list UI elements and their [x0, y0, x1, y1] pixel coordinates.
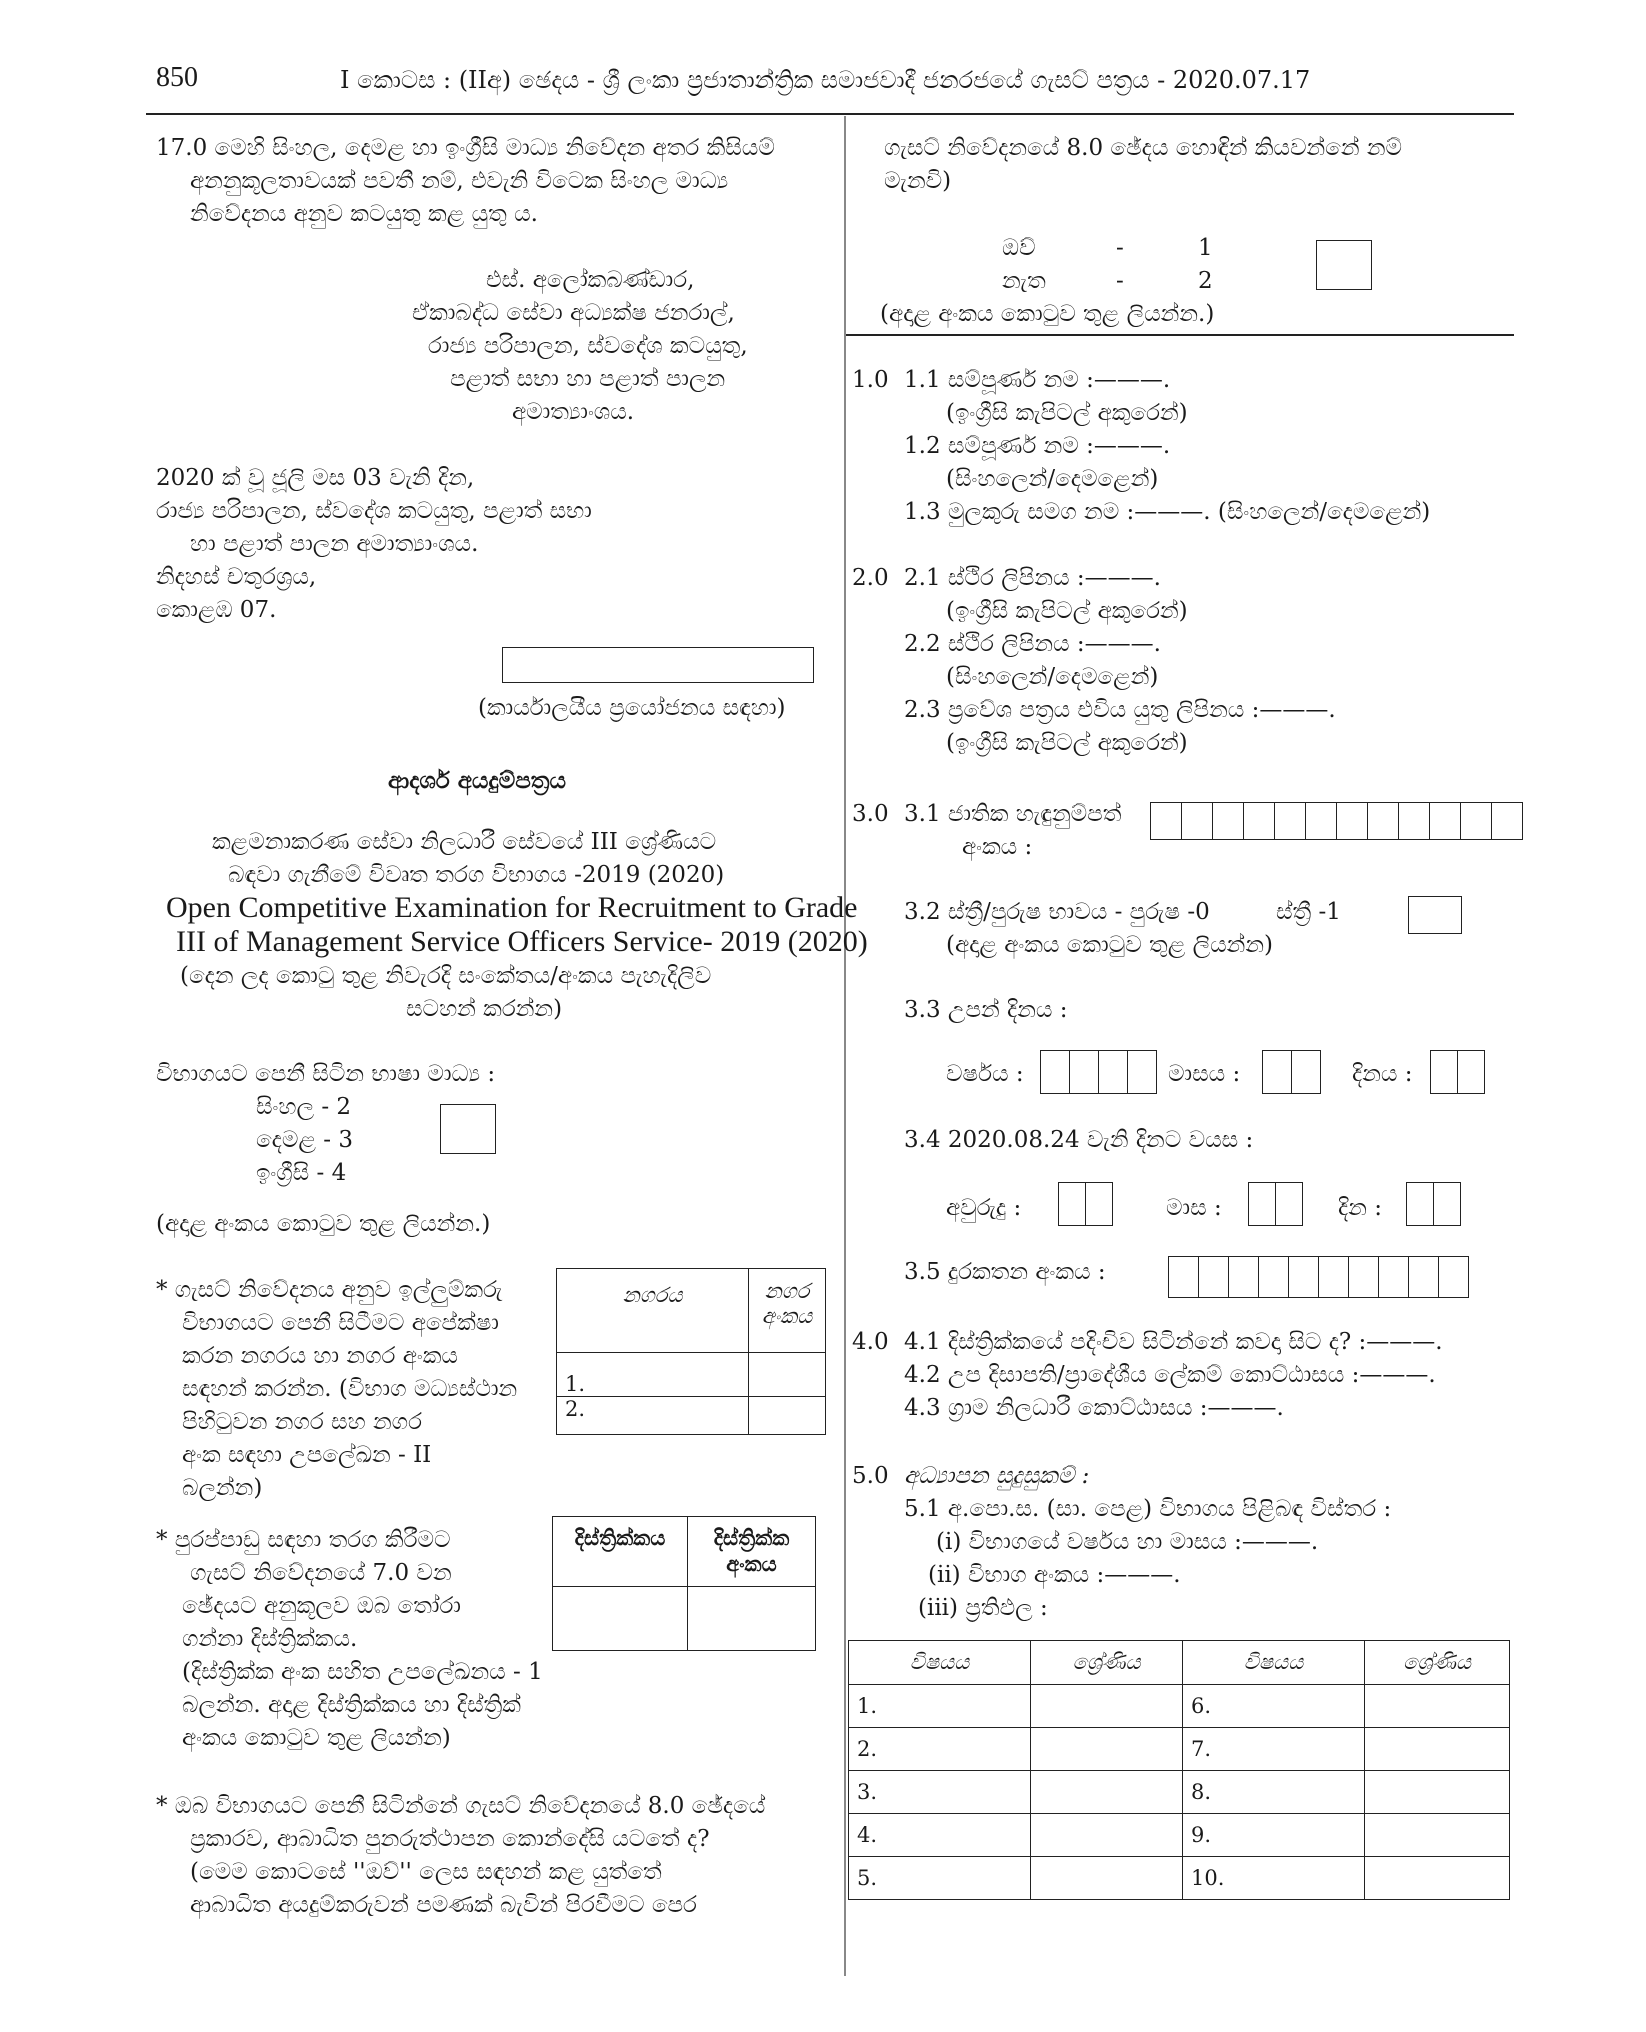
result-row-2[interactable]: 2.: [849, 1728, 1031, 1771]
district-q-line5: (දිස්ත්‍රික්ක අංක සහිත උපලේඛනය - 1: [182, 1659, 543, 1685]
exam-title-en-line1: Open Competitive Examination for Recruitment to Grade: [166, 891, 858, 924]
s4-divisional-secretariat: 4.2 උප දිසාපති/ප්‍රාදේශීය ලේකම් කොට්ඨාසය :———.: [904, 1362, 1436, 1388]
no-label: නැත: [1002, 268, 1046, 294]
city-no-header: නගර අංකය: [749, 1269, 826, 1353]
grade-cell-9[interactable]: [1365, 1814, 1510, 1857]
grade-cell-10[interactable]: [1365, 1857, 1510, 1900]
yes-dash: -: [1116, 235, 1124, 261]
grade-cell-2[interactable]: [1031, 1728, 1183, 1771]
nic-boxes[interactable]: [1150, 802, 1523, 840]
age-months-boxes[interactable]: [1248, 1182, 1303, 1226]
district-q-line1: * පුරප්පාඩු සඳහා තරග කිරීමට: [156, 1527, 451, 1553]
s5-title: අධ්‍යාපන සුදුසුකම් :: [904, 1463, 1090, 1489]
city-table: [556, 1268, 826, 1435]
s3-age: 3.4 2020.08.24 වැනි දිනට වයස :: [904, 1127, 1254, 1153]
s3-gender-note: (අදාළ අංකය කොටුව තුළ ලියන්න): [946, 932, 1273, 958]
result-row-5[interactable]: 5.: [849, 1857, 1031, 1900]
no-dash: -: [1116, 268, 1124, 294]
district-q-line3: ඡේදයට අනුකූලව ඔබ තෝරා: [182, 1593, 461, 1619]
right-section-rule: [846, 334, 1514, 336]
disabled-q-line3: (මෙම කොටසේ ''ඔව්'' ලෙස සඳහන් කළ යුත්තේ: [190, 1859, 662, 1885]
district-q-line6: බලන්න. අදාළ දිස්ත්‍රික්කය හා දිස්ත්‍රික්: [182, 1692, 521, 1718]
s4-residence: 4.1 දිස්ත්‍රික්කයේ පදිංචිව සිටින්නේ කවදා සිට ද? :———.: [904, 1329, 1443, 1355]
disabled-cont-line2: මැනවි): [884, 168, 952, 194]
city-q-line2: විභාගයට පෙනී සිටීමට අපේක්ෂා: [182, 1310, 499, 1336]
gender-box[interactable]: [1408, 896, 1462, 934]
medium-question: විභාගයට පෙනී සිටින භාෂා මාධ්‍ය :: [156, 1061, 496, 1087]
s2-address-si: 2.2 ස්ථිර ලිපිනය :———.: [904, 631, 1161, 657]
yes-label: ඔව්: [1002, 235, 1036, 261]
disabled-write-note: (අදාළ අංකය කොටුව තුළ ලියන්න.): [880, 301, 1215, 327]
address-line3: හා පළාත් පාලන අමාත්‍යාංශය.: [190, 531, 479, 557]
signature-line3: රාජ්‍ය පරිපාලන, ස්වදේශ කටයුතු,: [428, 333, 748, 359]
s2-admission-address-note: (ඉංග්‍රීසි කැපිටල් අකුරෙන්): [946, 730, 1188, 756]
address-line1: 2020 ක් වූ ජූලි මස 03 වැනි දින,: [156, 465, 475, 491]
s3-phone: 3.5 දුරකතන අංකය :: [904, 1259, 1106, 1285]
s1-full-name-en-note: (ඉංග්‍රීසි කැපිටල් අකුරෙන්): [946, 400, 1188, 426]
s3-number: 3.0: [852, 801, 889, 827]
grade-cell-7[interactable]: [1365, 1728, 1510, 1771]
result-row-9[interactable]: 9.: [1183, 1814, 1365, 1857]
disabled-q-line4: ආබාධිත අයදුම්කරුවන් පමණක් බැවින් පිරවීමට පෙර: [190, 1892, 697, 1918]
s5-ol-details: 5.1 අ.පො.ස. (සා. පෙළ) විභාගය පිළිබඳ විස්තර :: [904, 1496, 1392, 1522]
header-rule: [146, 113, 1514, 115]
s3-gender-female: ස්ත්‍රී -1: [1276, 899, 1341, 925]
grade-header-1: ශ්‍රේණිය: [1031, 1641, 1183, 1685]
district-q-line7: අංකය කොටුව තුළ ලියන්න): [182, 1725, 451, 1751]
s2-address-si-note: (සිංහලෙන්/දෙමළෙන්): [946, 664, 1159, 690]
s3-nic-label2: අංකය :: [962, 834, 1033, 860]
city-row-2[interactable]: 2.: [557, 1397, 749, 1435]
dob-month-label: මාසය :: [1168, 1061, 1241, 1087]
grade-cell-6[interactable]: [1365, 1685, 1510, 1728]
medium-english: ඉංග්‍රීසි - 4: [256, 1160, 347, 1186]
city-q-line5: පිහිටුවන නගර සහ නගර: [182, 1409, 423, 1435]
district-header: දිස්ත්‍රික්කය: [553, 1517, 688, 1587]
s1-number: 1.0: [852, 367, 889, 393]
dob-year-label: වර්ෂය :: [946, 1061, 1024, 1087]
grade-cell-5[interactable]: [1031, 1857, 1183, 1900]
s5-exam-number: (ii) විභාග අංකය :———.: [928, 1562, 1181, 1588]
district-q-line2: ගැසට් නිවේදනයේ 7.0 වන: [190, 1560, 452, 1586]
age-months-label: මාස :: [1166, 1195, 1222, 1221]
address-line4: නිදහස් චතුරශ්‍රය,: [156, 564, 317, 590]
grade-header-2: ශ්‍රේණිය: [1365, 1641, 1510, 1685]
result-row-7[interactable]: 7.: [1183, 1728, 1365, 1771]
result-row-8[interactable]: 8.: [1183, 1771, 1365, 1814]
city-q-line3: කරන නගරය හා නගර අංකය: [182, 1343, 458, 1369]
s2-address-en: 2.1 ස්ථිර ලිපිනය :———.: [904, 565, 1161, 591]
city-header: නගරය: [557, 1269, 749, 1353]
dob-month-boxes[interactable]: [1262, 1050, 1321, 1094]
phone-boxes[interactable]: [1168, 1256, 1469, 1298]
city-q-line7: බලන්න): [182, 1475, 263, 1501]
instruction-line2: සටහන් කරන්න): [406, 996, 563, 1022]
city-q-line6: අංක සඳහා උපලේඛන - II: [182, 1442, 432, 1468]
s3-dob: 3.3 උපන් දිනය :: [904, 997, 1068, 1023]
s4-number: 4.0: [852, 1329, 889, 1355]
yes-value: 1: [1198, 235, 1213, 261]
s1-initials-name: 1.3 මුලකුරු සමග නම :———. (සිංහලෙන්/දෙමළෙන්): [904, 499, 1431, 525]
city-q-line1: * ගැසට් නිවේදනය අනුව ඉල්ලුම්කරු: [156, 1277, 503, 1303]
medium-box[interactable]: [440, 1104, 496, 1154]
medium-write-note: (අදාළ අංකය කොටුව තුළ ලියන්න.): [156, 1211, 491, 1237]
medium-sinhala: සිංහල - 2: [256, 1094, 352, 1120]
s1-full-name-si: 1.2 සම්පූර්ණ නම :———.: [904, 433, 1171, 459]
dob-day-boxes[interactable]: [1430, 1050, 1485, 1094]
s1-full-name-si-note: (සිංහලෙන්/දෙමළෙන්): [946, 466, 1159, 492]
exam-title-en-line2: III of Management Service Officers Service- 2019 (2020): [176, 925, 868, 958]
signature-line2: ඒකාබද්ධ සේවා අධ්‍යක්ෂ ජනරාල්,: [412, 300, 735, 326]
signature-line4: පළාත් සභා හා පළාත් පාලන: [450, 366, 726, 392]
signature-line5: අමාත්‍යාංශය.: [512, 399, 635, 425]
city-row-1[interactable]: 1.: [557, 1353, 749, 1397]
page-number: 850: [156, 62, 198, 93]
s1-full-name-en: 1.1 සම්පූර්ණ නම :———.: [904, 367, 1171, 393]
result-row-10[interactable]: 10.: [1183, 1857, 1365, 1900]
clause-17-line1: 17.0 මෙහි සිංහල, දෙමළ හා ඉංග්‍රීසි මාධ්‍ය නිවේදන අතර කිසියම්: [156, 135, 775, 161]
s2-address-en-note: (ඉංග්‍රීසි කැපිටල් අකුරෙන්): [946, 598, 1188, 624]
office-use-box[interactable]: [502, 647, 814, 683]
city-no-cell-1[interactable]: [749, 1353, 826, 1397]
no-value: 2: [1198, 268, 1213, 294]
address-line2: රාජ්‍ය පරිපාලන, ස්වදේශ කටයුතු, පළාත් සභා: [156, 498, 592, 524]
grade-cell-1[interactable]: [1031, 1685, 1183, 1728]
clause-17-line3: නිවේදනය අනුව කටයුතු කළ යුතු ය.: [190, 201, 538, 227]
grade-cell-8[interactable]: [1365, 1771, 1510, 1814]
form-title: ආදර්ශ අයදුම්පත්‍රය: [388, 767, 567, 794]
medium-tamil: දෙමළ - 3: [256, 1127, 353, 1153]
s4-gn-division: 4.3 ග්‍රාම නිලධාරී කොට්ඨාසය :———.: [904, 1395, 1284, 1421]
subject-header-1: විෂයය: [849, 1641, 1031, 1685]
age-days-boxes[interactable]: [1406, 1182, 1461, 1226]
office-use-label: (කාර්යාලයීය ප්‍රයෝජනය සඳහා): [478, 695, 786, 721]
running-title: I කොටස : (IIඅ) ඡෙදය - ශ්‍රී ලංකා ප්‍රජාතාන්ත්‍රික සමාජවාදී ජනරජයේ ගැසට් පත්‍රය - 2020.07.17: [340, 66, 1311, 94]
grade-cell-3[interactable]: [1031, 1771, 1183, 1814]
clause-17-line2: අනනුකූලතාවයක් පවතී නම්, එවැනි විටෙක සිංහල මාධ්‍ය: [190, 168, 729, 194]
s5-exam-year: (i) විභාගයේ වර්ෂය හා මාසය :———.: [936, 1529, 1319, 1555]
address-line5: කොළඹ 07.: [156, 597, 277, 623]
s2-admission-address: 2.3 ප්‍රවේශ පත්‍රය එවිය යුතු ලිපිනය :———.: [904, 697, 1336, 723]
disabled-q-line2: ප්‍රකාරව, ආබාධිත පුනරුත්ථාපන කොන්දේසි යටතේ ද?: [190, 1826, 710, 1852]
exam-title-si-line1: කළමනාකරණ සේවා නිලධාරී සේවයේ III ශ්‍රේණියට: [212, 829, 717, 855]
age-days-label: දින :: [1338, 1195, 1382, 1221]
disabled-cont-line1: ගැසට් නිවේදනයේ 8.0 ඡේදය හොඳින් කියවන්නේ නම්: [884, 135, 1403, 161]
grade-cell-4[interactable]: [1031, 1814, 1183, 1857]
s5-results: (iii) ප්‍රතිඵල :: [918, 1595, 1048, 1621]
s3-gender: 3.2 ස්ත්‍රී/පුරුෂ භාවය - පුරුෂ -0: [904, 899, 1210, 925]
result-row-3[interactable]: 3.: [849, 1771, 1031, 1814]
age-years-label: අවුරුදු :: [946, 1195, 1022, 1221]
instruction-line1: (දෙන ලද කොටු තුළ නිවැරදි සංකේතය/අංකය පැහැදිලිව: [180, 963, 712, 989]
result-row-1[interactable]: 1.: [849, 1685, 1031, 1728]
s2-number: 2.0: [852, 565, 889, 591]
dob-day-label: දිනය :: [1352, 1061, 1413, 1087]
disabled-q-line1: * ඔබ විභාගයට පෙනී සිටින්නේ ගැසට් නිවේදනයේ 8.0 ඡේදයේ: [156, 1793, 766, 1819]
district-no-header: දිස්ත්‍රික්ක අංකය: [688, 1517, 816, 1587]
district-no-cell[interactable]: [688, 1587, 816, 1651]
s5-number: 5.0: [852, 1463, 889, 1489]
s3-nic-label: 3.1 ජාතික හැඳුනුම්පත්: [904, 801, 1122, 827]
result-row-6[interactable]: 6.: [1183, 1685, 1365, 1728]
city-q-line4: සඳහන් කරන්න. (විභාග මධ්‍යස්ථාන: [182, 1376, 518, 1402]
dob-year-boxes[interactable]: [1040, 1050, 1157, 1094]
column-divider: [844, 116, 846, 1976]
signature-line1: එස්. අලෝකබණ්ඩාර,: [486, 267, 695, 293]
district-q-line4: ගන්නා දිස්ත්‍රික්කය.: [182, 1626, 358, 1652]
exam-title-si-line2: බඳවා ගැනීමේ විවෘත තරග විභාගය -2019 (2020): [228, 862, 725, 888]
result-row-4[interactable]: 4.: [849, 1814, 1031, 1857]
age-years-boxes[interactable]: [1058, 1182, 1113, 1226]
results-table: [848, 1640, 1510, 1900]
city-no-cell-2[interactable]: [749, 1397, 826, 1435]
disabled-answer-box[interactable]: [1316, 240, 1372, 290]
subject-header-2: විෂයය: [1183, 1641, 1365, 1685]
district-table: [552, 1516, 816, 1651]
district-cell[interactable]: [553, 1587, 688, 1651]
